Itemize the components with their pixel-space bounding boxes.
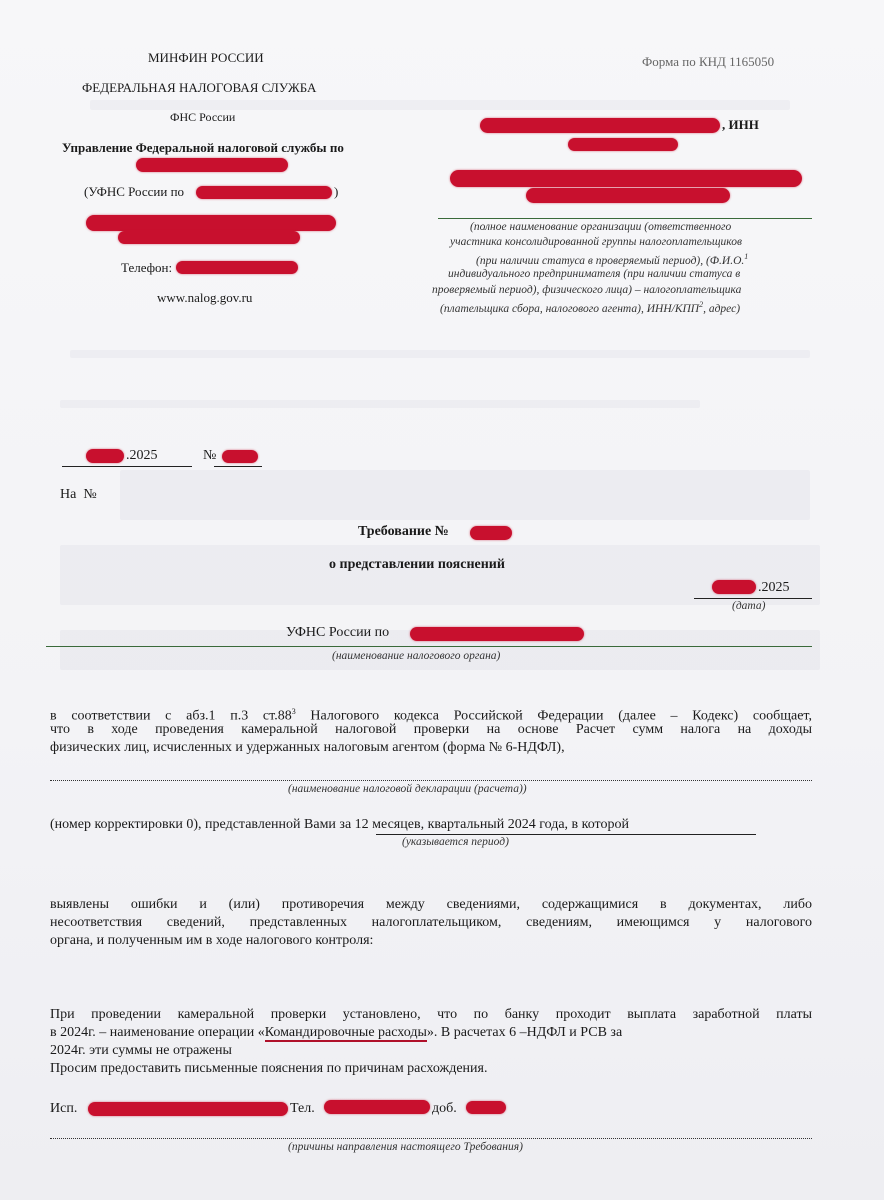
phone-label: Телефон: xyxy=(121,260,173,275)
redaction-mark xyxy=(136,158,288,172)
date-underline xyxy=(62,466,192,467)
ufns-close: ) xyxy=(334,184,339,199)
period-text: (номер корректировки 0), представленной Вами за 12 месяцев, квартальный 2024 года, в которой xyxy=(50,817,629,832)
ufns-label: (УФНС России по xyxy=(84,184,185,199)
paragraph-line: в соответствии с абз.1 п.3 $ст.88^3$ Налогового кодекса Российской Федерации (далее – Кодекс) сообщает, xyxy=(50,707,812,724)
period-caption: (указывается период) xyxy=(402,836,509,848)
extension-label: доб. xyxy=(432,1101,457,1116)
phone-label: Тел. xyxy=(290,1101,315,1116)
requirement-date: .2025 xyxy=(758,580,790,595)
redaction-mark xyxy=(118,231,300,244)
recipient-caption-line: индивидуального предпринимателя (при наличии статуса в xyxy=(448,268,741,280)
redaction-mark xyxy=(88,1102,288,1116)
period-underline xyxy=(376,834,756,835)
redaction-mark xyxy=(470,526,512,540)
tax-authority: УФНС России по xyxy=(286,625,390,640)
redaction-mark xyxy=(222,450,258,463)
inn-label: , ИНН xyxy=(722,117,759,132)
authority-line xyxy=(46,646,812,647)
recipient-caption-line: проверяемый период), физического лица) – налогоплательщика xyxy=(432,284,742,296)
declaration-caption: (наименование налоговой декларации (расчета)) xyxy=(288,783,527,795)
paragraph-line: Просим предоставить письменные пояснения по причинам расхождения. xyxy=(50,1061,488,1076)
service-short-name: ФНС России xyxy=(170,110,236,124)
number-underline xyxy=(214,466,262,467)
service-name: ФЕДЕРАЛЬНАЯ НАЛОГОВАЯ СЛУЖБА xyxy=(82,80,317,95)
redaction-mark xyxy=(568,138,678,151)
form-code: Форма по КНД 1165050 xyxy=(642,54,775,69)
redaction-mark xyxy=(480,118,720,133)
paragraph-line: При проведении камеральной проверки установлено, что по банку проходит выплата заработной платы xyxy=(50,1007,812,1022)
recipient-caption-line: (при наличии статуса в проверяемый период), (Ф.И.О.$^1$ xyxy=(476,252,749,267)
document-title: Требование № xyxy=(358,524,449,539)
redaction-mark xyxy=(324,1100,430,1114)
recipient-caption-line: (полное наименование организации (ответственного xyxy=(470,221,732,233)
paragraph-line: несоответствия сведений, представленных налогоплательщиком, сведениям, имеющимся у налогового xyxy=(50,915,812,930)
bleed-through xyxy=(60,545,820,605)
website-link[interactable]: www.nalog.gov.ru xyxy=(157,290,253,305)
bleed-through xyxy=(120,470,810,520)
paragraph-line: 2024г. эти суммы не отражены xyxy=(50,1043,232,1058)
ministry-name: МИНФИН РОССИИ xyxy=(148,50,264,65)
bleed-through xyxy=(90,100,790,110)
recipient-caption-line: (плательщика сбора, налогового агента), ИНН/КПП$^2$, адрес) xyxy=(440,300,741,315)
paragraph-line: физических лиц, исчисленных и удержанных налоговым агентом (форма № 6-НДФЛ), xyxy=(50,740,565,755)
requirement-date-line xyxy=(694,598,812,599)
bleed-through xyxy=(70,350,810,358)
department-name: Управление Федеральной налоговой службы по xyxy=(62,140,344,155)
paragraph-line: выявлены ошибки и (или) противоречия между сведениями, содержащимися в документах, либо xyxy=(50,897,812,912)
redaction-mark xyxy=(466,1101,506,1114)
redaction-mark xyxy=(410,627,584,641)
recipient-line xyxy=(438,218,812,219)
bleed-through xyxy=(60,400,700,408)
declaration-line xyxy=(50,780,812,781)
reasons-line xyxy=(50,1138,812,1139)
paragraph-line: что в ходе проведения камеральной налоговой проверки на основе Расчет сумм налога на доходы xyxy=(50,722,812,737)
on-label: На № xyxy=(60,487,97,502)
redaction-mark xyxy=(176,261,298,274)
redaction-mark xyxy=(450,170,802,187)
reasons-caption: (причины направления настоящего Требования) xyxy=(288,1141,523,1153)
executor-label: Исп. xyxy=(50,1101,78,1116)
document-subtitle: о представлении пояснений xyxy=(329,557,505,572)
authority-caption: (наименование налогового органа) xyxy=(332,650,501,662)
redaction-mark xyxy=(86,449,124,463)
date-caption: (дата) xyxy=(732,600,766,612)
redaction-mark xyxy=(526,188,730,203)
paragraph-line: в 2024г. – наименование операции «Командировочные расходы». В расчетах 6 –НДФЛ и РСВ за xyxy=(50,1025,623,1040)
redaction-mark xyxy=(86,215,336,231)
number-label: № xyxy=(203,448,217,463)
operation-name: Командировочные расходы xyxy=(264,1025,427,1040)
redaction-mark xyxy=(196,186,332,199)
paragraph-line: органа, и полученным им в ходе налогового контроля: xyxy=(50,933,374,948)
recipient-caption-line: участника консолидированной группы налогоплательщиков xyxy=(450,236,742,248)
document-date: .2025 xyxy=(126,448,158,463)
redaction-mark xyxy=(712,580,756,594)
